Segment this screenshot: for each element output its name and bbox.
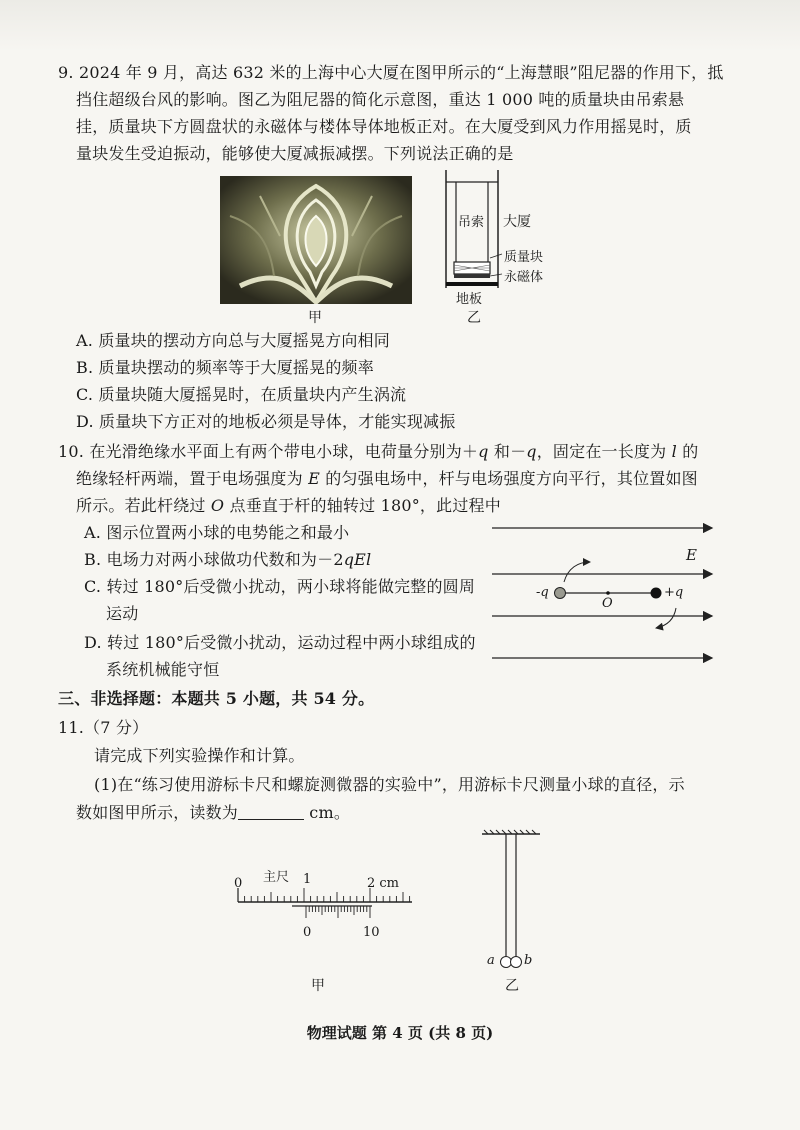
main-scale-label: 主尺 [263, 870, 290, 885]
vernier-tick-10: 10 [363, 925, 380, 940]
q10-line-2: 绝缘轻杆两端，置于电场强度为 E 的匀强电场中，杆与电场强度方向平行，其位置如图 [76, 469, 698, 488]
q9-line-2: 挡住超级台风的影响。图乙为阻尼器的简化示意图，重达 1 000 吨的质量块由吊索悬 [76, 90, 685, 109]
label-building: 大厦 [503, 214, 531, 230]
fig-jia-caption-2: 甲 [311, 978, 325, 994]
q9-option-d: D. 质量块下方正对的地板必须是导体，才能实现减振 [76, 412, 456, 431]
q11-heading: 11.（7 分） [58, 718, 149, 737]
q10-option-a: A. 图示位置两小球的电势能之和最小 [84, 523, 350, 542]
fig-jia-caption: 甲 [308, 310, 322, 326]
q9-line-1: 9. 2024 年 9 月，高达 632 米的上海中心大厦在图甲所示的“上海慧眼”阻尼器的作用下，抵 [58, 63, 724, 82]
q11-part1-line-2: 数如图甲所示，读数为 cm。 [76, 803, 351, 822]
center-label: O [602, 596, 613, 611]
rotation-arrow-bottom [656, 608, 676, 628]
q9-line-3: 挂，质量块下方圆盘状的永磁体与楼体导体地板正对。在大厦受到风力作用摇晃时，质 [76, 117, 692, 136]
positive-charge [651, 588, 662, 599]
q9-option-b: B. 质量块摆动的频率等于大厦摇晃的频率 [76, 358, 374, 377]
fig-yi-caption-2: 乙 [505, 978, 519, 994]
q9-option-a: A. 质量块的摆动方向总与大厦摇晃方向相同 [76, 331, 390, 350]
electric-field-figure [488, 516, 718, 672]
page-footer: 物理试题 第 4 页 (共 8 页) [306, 1024, 494, 1042]
main-tick-1: 1 [303, 872, 312, 887]
pendulum-label-b: b [524, 953, 533, 968]
q10-option-c-2: 运动 [106, 604, 139, 623]
main-tick-2: 2 cm [367, 876, 400, 891]
q10-option-d-1: D. 转过 180°后受微小扰动，运动过程中两小球组成的 [84, 633, 476, 652]
field-label: E [686, 546, 697, 564]
negative-charge [555, 588, 566, 599]
fig-yi-caption: 乙 [467, 310, 481, 326]
q10-option-c-1: C. 转过 180°后受微小扰动，两小球将能做完整的圆周 [84, 577, 476, 596]
label-mass: 质量块 [504, 250, 544, 265]
pos-charge-label: +q [664, 585, 684, 600]
q11-intro: 请完成下列实验操作和计算。 [94, 746, 305, 765]
floor-plate [446, 282, 498, 286]
q9-line-4: 量块发生受迫振动，能够使大厦减振减摆。下列说法正确的是 [76, 144, 514, 163]
answer-blank[interactable] [238, 803, 304, 820]
pendulum-label-a: a [487, 953, 495, 968]
neg-charge-label: -q [536, 585, 549, 600]
q10-line-1: 10. 在光滑绝缘水平面上有两个带电小球，电荷量分别为＋q 和－q，固定在一长度为 l 的 [58, 442, 699, 461]
main-tick-0: 0 [234, 876, 243, 891]
q10-option-d-2: 系统机械能守恒 [106, 660, 220, 679]
permanent-magnet [454, 274, 490, 278]
label-magnet: 永磁体 [504, 270, 544, 285]
label-cable: 吊索 [458, 215, 485, 230]
label-floor: 地板 [456, 292, 483, 307]
q10-line-3: 所示。若此杆绕过 O 点垂直于杆的轴转过 180°，此过程中 [76, 496, 501, 515]
top-scan-band [0, 0, 800, 52]
vernier-tick-0: 0 [303, 925, 312, 940]
damper-photo [220, 176, 412, 304]
q11-part1-line-1: (1)在“练习使用游标卡尺和螺旋测微器的实验中”，用游标卡尺测量小球的直径，示 [94, 775, 685, 794]
pivot-point [606, 591, 610, 595]
section-3-heading: 三、非选择题：本题共 5 小题，共 54 分。 [58, 689, 375, 708]
q10-option-b: B. 电场力对两小球做功代数和为－2qEl [84, 550, 372, 569]
q9-option-c: C. 质量块随大厦摇晃时，在质量块内产生涡流 [76, 385, 407, 404]
rotation-arrow-top [564, 562, 590, 582]
